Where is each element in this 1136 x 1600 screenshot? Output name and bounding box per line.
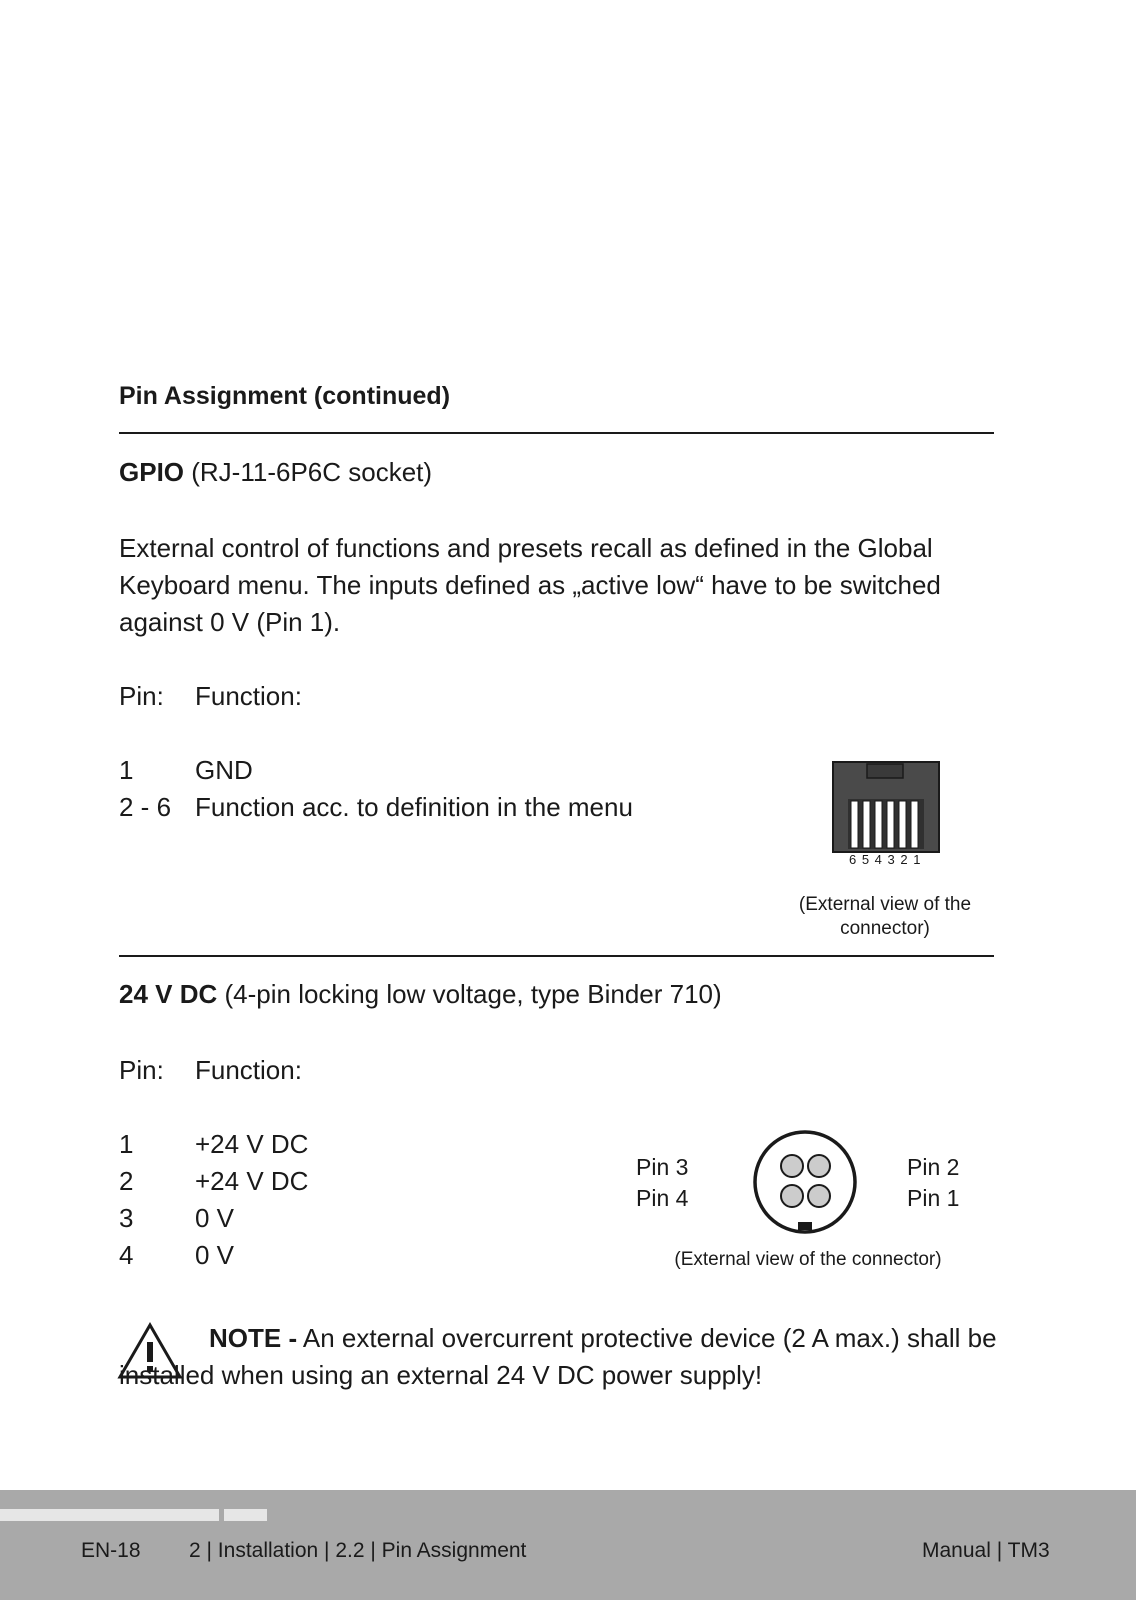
pin-number: 3 xyxy=(119,1203,134,1233)
pin-number: 1 xyxy=(119,755,134,785)
gpio-name: GPIO xyxy=(119,457,185,487)
rj11-pin-numbers: 6 5 4 3 2 1 xyxy=(849,852,922,867)
caption-line: connector) xyxy=(840,918,930,939)
table-row xyxy=(119,752,633,789)
pin1-label: Pin 1 xyxy=(907,1185,960,1211)
pin-function: 0 V xyxy=(195,1240,235,1270)
footer-accent-bar xyxy=(224,1509,267,1521)
note xyxy=(119,1320,999,1394)
manual-name: Manual | TM3 xyxy=(922,1539,1050,1562)
table-row xyxy=(119,1237,308,1274)
note-label: NOTE - xyxy=(209,1323,298,1353)
pin-column-header: Pin: xyxy=(119,681,164,711)
gpio-heading xyxy=(119,456,432,488)
function-column-header: Function: xyxy=(195,681,302,711)
page-number: EN-18 xyxy=(81,1539,141,1562)
table-row xyxy=(119,1163,308,1200)
gpio-connector-caption xyxy=(780,893,990,941)
pin-function: +24 V DC xyxy=(195,1129,309,1159)
pin-function: +24 V DC xyxy=(195,1166,309,1196)
gpio-pin-table xyxy=(119,678,633,826)
gpio-description: External control of functions and presets recall as defined in the Global Keyboard menu. The inputs defined as „active low“ have to be switched against 0 V (Pin 1). xyxy=(119,533,941,637)
caption-line: (External view of the xyxy=(798,894,972,915)
dc-pin-table xyxy=(119,1052,308,1274)
gpio-table-header xyxy=(119,678,633,715)
pin-number: 4 xyxy=(119,1240,134,1270)
dc-name: 24 V DC xyxy=(119,979,218,1009)
dc-connector-caption: (External view of the connector) xyxy=(674,1249,942,1270)
table-row xyxy=(119,789,633,826)
note-text: An external overcurrent protective device (2 A max.) shall be installed when using an external 24 V DC power supply! xyxy=(119,1323,997,1390)
page-title: Pin Assignment (continued) xyxy=(119,382,451,410)
dc-table-header xyxy=(119,1052,308,1089)
dc-connector-type: (4-pin locking low voltage, type Binder 710) xyxy=(224,979,722,1009)
divider xyxy=(119,432,994,434)
table-row xyxy=(119,1200,308,1237)
footer-accent-bar xyxy=(0,1509,219,1521)
gpio-socket-type: (RJ-11-6P6C socket) xyxy=(191,457,433,487)
rj11-connector-icon xyxy=(832,761,942,855)
function-column-header: Function: xyxy=(195,1055,302,1085)
footer-breadcrumb: 2 | Installation | 2.2 | Pin Assignment xyxy=(189,1539,527,1562)
pin3-label: Pin 3 xyxy=(636,1154,689,1180)
binder-connector-icon xyxy=(752,1129,858,1235)
pin-number: 2 xyxy=(119,1166,134,1196)
pin-column-header: Pin: xyxy=(119,1055,164,1085)
table-row xyxy=(119,1126,308,1163)
pin-function: GND xyxy=(195,755,253,785)
pin-number: 2 - 6 xyxy=(119,792,172,822)
divider xyxy=(119,955,994,957)
pin-number: 1 xyxy=(119,1129,134,1159)
pin4-label: Pin 4 xyxy=(636,1185,689,1211)
pin2-label: Pin 2 xyxy=(907,1154,960,1180)
pin-function: Function acc. to definition in the menu xyxy=(195,792,633,822)
pin-function: 0 V xyxy=(195,1203,235,1233)
dc-heading xyxy=(119,978,722,1010)
